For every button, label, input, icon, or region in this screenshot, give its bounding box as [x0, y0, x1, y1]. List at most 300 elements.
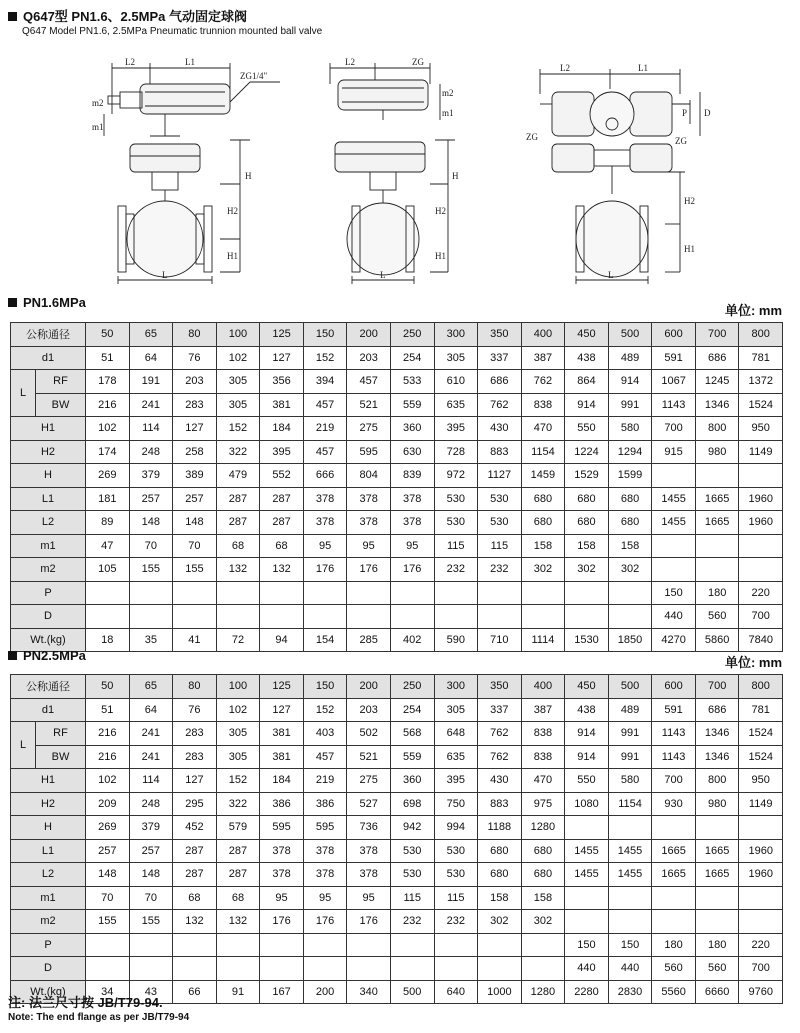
row-label: d1: [11, 698, 86, 722]
table-cell: 839: [390, 464, 434, 488]
dim-label-zg-left: ZG: [526, 132, 538, 142]
table-cell: [652, 886, 696, 910]
table-cell: 1280: [521, 980, 565, 1004]
table-row: [11, 440, 783, 464]
size-header-cell: 250: [390, 323, 434, 347]
table-cell: [347, 605, 391, 629]
table-cell: [173, 957, 217, 981]
table-cell: 181: [86, 487, 130, 511]
table-cell: 155: [86, 910, 130, 934]
dim-label-l1: L1: [638, 63, 648, 73]
table-cell: 269: [86, 816, 130, 840]
table-row: [11, 722, 783, 746]
table-row: [11, 957, 783, 981]
table-cell: 942: [390, 816, 434, 840]
table-cell: 150: [608, 933, 652, 957]
table-cell: [695, 534, 739, 558]
table-cell: 591: [652, 346, 696, 370]
row-label: H: [11, 464, 86, 488]
table-cell: 287: [216, 487, 260, 511]
size-header-cell: 300: [434, 323, 478, 347]
dim-label-zg: ZG1/4": [240, 71, 268, 81]
table-cell: 530: [478, 511, 522, 535]
table-cell: 991: [608, 393, 652, 417]
size-header-cell: 150: [303, 675, 347, 699]
table-cell: 254: [390, 698, 434, 722]
table-cell: 1960: [739, 511, 783, 535]
table-cell: [521, 581, 565, 605]
table-cell: [86, 581, 130, 605]
table-cell: 176: [347, 910, 391, 934]
dim-label-m1: m1: [92, 122, 104, 132]
table-cell: 102: [86, 417, 130, 441]
table-cell: 302: [565, 558, 609, 582]
table-cell: 378: [260, 863, 304, 887]
table-cell: 838: [521, 393, 565, 417]
table-cell: 1245: [695, 370, 739, 394]
table-cell: 686: [695, 346, 739, 370]
table-cell: 287: [216, 863, 260, 887]
table-row: [11, 910, 783, 934]
table-cell: 295: [173, 792, 217, 816]
table-cell: 1665: [695, 487, 739, 511]
size-header-cell: 700: [695, 675, 739, 699]
dim-label-l1: L1: [185, 57, 195, 67]
table-row: [11, 839, 783, 863]
table-cell: 68: [216, 886, 260, 910]
table-cell: 914: [565, 745, 609, 769]
table-row: [11, 534, 783, 558]
table-cell: 154: [303, 628, 347, 652]
table-cell: 500: [390, 980, 434, 1004]
table-cell: 283: [173, 745, 217, 769]
table-cell: [521, 933, 565, 957]
size-header-cell: 600: [652, 323, 696, 347]
table-cell: [303, 605, 347, 629]
table-cell: 1280: [521, 816, 565, 840]
table-cell: 322: [216, 440, 260, 464]
size-header-cell: 350: [478, 675, 522, 699]
table-cell: 502: [347, 722, 391, 746]
table-cell: 762: [521, 370, 565, 394]
table-cell: 378: [303, 863, 347, 887]
table-cell: 47: [86, 534, 130, 558]
group-label-l: L: [11, 370, 36, 417]
table-cell: [216, 957, 260, 981]
note-cn: 注: 法兰尺寸按 JB/T79-94.: [8, 995, 163, 1010]
table-cell: 148: [129, 511, 173, 535]
table-cell: [216, 933, 260, 957]
size-header-cell: 100: [216, 323, 260, 347]
table-cell: 248: [129, 792, 173, 816]
table-cell: 102: [216, 698, 260, 722]
table-cell: 6660: [695, 980, 739, 1004]
size-header-cell: 450: [565, 675, 609, 699]
table-cell: 800: [695, 769, 739, 793]
table-cell: 1149: [739, 792, 783, 816]
table-cell: 610: [434, 370, 478, 394]
table-cell: 1067: [652, 370, 696, 394]
table-cell: 176: [303, 910, 347, 934]
table-cell: 287: [216, 511, 260, 535]
table-cell: 150: [565, 933, 609, 957]
group-label-l: L: [11, 722, 36, 769]
table-cell: 1149: [739, 440, 783, 464]
table-cell: [695, 464, 739, 488]
table-cell: 220: [739, 581, 783, 605]
table-cell: 283: [173, 393, 217, 417]
row-label: L2: [11, 863, 86, 887]
table-cell: 530: [434, 839, 478, 863]
table-cell: [739, 534, 783, 558]
table-row: [11, 628, 783, 652]
table-cell: 2830: [608, 980, 652, 1004]
size-header-cell: 400: [521, 675, 565, 699]
row-label: P: [11, 581, 86, 605]
table-cell: 241: [129, 745, 173, 769]
table-cell: 489: [608, 346, 652, 370]
table-cell: 381: [260, 393, 304, 417]
table-cell: [260, 957, 304, 981]
table-cell: 1143: [652, 722, 696, 746]
size-header-cell: 80: [173, 323, 217, 347]
table-cell: 950: [739, 769, 783, 793]
table-cell: 76: [173, 346, 217, 370]
table-cell: 710: [478, 628, 522, 652]
row-label: H1: [11, 417, 86, 441]
size-header-cell: 125: [260, 323, 304, 347]
table-cell: 95: [303, 886, 347, 910]
table-cell: [565, 605, 609, 629]
table-cell: 127: [260, 698, 304, 722]
row-label: L1: [11, 839, 86, 863]
table-cell: [129, 957, 173, 981]
table-cell: 680: [478, 839, 522, 863]
row-label: D: [11, 957, 86, 981]
table-cell: 1459: [521, 464, 565, 488]
table-cell: 568: [390, 722, 434, 746]
table-cell: 1000: [478, 980, 522, 1004]
row-label: P: [11, 933, 86, 957]
table-cell: 1346: [695, 745, 739, 769]
table-cell: 7840: [739, 628, 783, 652]
table-cell: 975: [521, 792, 565, 816]
table-cell: 152: [303, 346, 347, 370]
table-cell: 114: [129, 769, 173, 793]
table-cell: 1960: [739, 863, 783, 887]
table-cell: 89: [86, 511, 130, 535]
table-cell: 64: [129, 346, 173, 370]
table-cell: 220: [739, 933, 783, 957]
table-cell: 680: [478, 863, 522, 887]
table-cell: 76: [173, 698, 217, 722]
table-cell: 219: [303, 417, 347, 441]
table-cell: 379: [129, 464, 173, 488]
spec-table-pn16: [10, 322, 783, 652]
table-cell: 203: [347, 346, 391, 370]
table-cell: 1524: [739, 745, 783, 769]
table-cell: [434, 957, 478, 981]
table-cell: [216, 581, 260, 605]
table-cell: [129, 605, 173, 629]
table-cell: 750: [434, 792, 478, 816]
table-cell: 176: [260, 910, 304, 934]
table-cell: 275: [347, 769, 391, 793]
table-cell: 378: [347, 839, 391, 863]
dim-label-h1: H1: [684, 244, 695, 254]
table-cell: 68: [260, 534, 304, 558]
table-cell: 915: [652, 440, 696, 464]
table-cell: 64: [129, 698, 173, 722]
table-cell: 1455: [608, 839, 652, 863]
table-cell: 176: [390, 558, 434, 582]
table-cell: 132: [216, 910, 260, 934]
table-cell: 148: [86, 863, 130, 887]
row-label: Wt.(kg): [11, 980, 86, 1004]
size-header-cell: 300: [434, 675, 478, 699]
dim-label-d: D: [704, 108, 711, 118]
table-cell: 1665: [652, 863, 696, 887]
valve-drawings: [90, 44, 730, 284]
table-cell: [565, 816, 609, 840]
table-cell: [608, 605, 652, 629]
table-cell: [739, 558, 783, 582]
table-cell: [260, 933, 304, 957]
table-cell: 305: [216, 745, 260, 769]
table-cell: [86, 933, 130, 957]
table-cell: 635: [434, 745, 478, 769]
table-cell: 305: [216, 370, 260, 394]
table-cell: 184: [260, 769, 304, 793]
table-cell: 70: [86, 886, 130, 910]
table-cell: 378: [260, 839, 304, 863]
table-cell: 883: [478, 440, 522, 464]
dim-label-h2: H2: [684, 196, 695, 206]
table-cell: 158: [521, 886, 565, 910]
table-cell: [303, 957, 347, 981]
table-cell: 686: [695, 698, 739, 722]
unit-label: 单位: mm: [724, 303, 782, 318]
size-header-cell: 450: [565, 323, 609, 347]
table-cell: 248: [129, 440, 173, 464]
dim-label-m2: m2: [92, 98, 104, 108]
row-label: H2: [11, 440, 86, 464]
table-cell: 180: [695, 933, 739, 957]
size-header-cell: 700: [695, 323, 739, 347]
table-cell: 150: [652, 581, 696, 605]
table-cell: 381: [260, 722, 304, 746]
table-cell: [129, 933, 173, 957]
table-cell: 287: [260, 487, 304, 511]
table-cell: 700: [652, 417, 696, 441]
table-cell: [129, 581, 173, 605]
table-cell: 114: [129, 417, 173, 441]
row-label: H1: [11, 769, 86, 793]
section-title-pn25: PN2.5MPa: [8, 648, 86, 663]
table-cell: 680: [521, 839, 565, 863]
table-cell: 440: [565, 957, 609, 981]
row-label: m2: [11, 558, 86, 582]
table-row: [11, 464, 783, 488]
table-cell: 305: [434, 346, 478, 370]
table-cell: 550: [565, 417, 609, 441]
size-header-cell: 350: [478, 323, 522, 347]
header-label: 公称通径: [11, 675, 86, 699]
table-cell: 559: [390, 745, 434, 769]
table-row: [11, 863, 783, 887]
table-cell: 452: [173, 816, 217, 840]
size-header-cell: 200: [347, 675, 391, 699]
table-cell: 1455: [652, 511, 696, 535]
table-cell: 800: [695, 417, 739, 441]
table-cell: 438: [565, 698, 609, 722]
size-header-cell: 65: [129, 675, 173, 699]
table-cell: 115: [390, 886, 434, 910]
table-cell: 158: [608, 534, 652, 558]
table-cell: 700: [739, 605, 783, 629]
table-cell: 530: [390, 863, 434, 887]
table-cell: 700: [652, 769, 696, 793]
table-cell: 838: [521, 722, 565, 746]
table-cell: 560: [695, 957, 739, 981]
table-cell: 394: [303, 370, 347, 394]
table-cell: [695, 910, 739, 934]
table-cell: 700: [739, 957, 783, 981]
table-cell: [478, 957, 522, 981]
table-cell: 152: [216, 769, 260, 793]
note-en: Note: The end flange as per JB/T79-94: [8, 1012, 190, 1023]
dim-label-h: H: [452, 171, 459, 181]
table-cell: 70: [129, 534, 173, 558]
table-cell: 781: [739, 346, 783, 370]
size-header-cell: 800: [739, 675, 783, 699]
table-cell: 386: [303, 792, 347, 816]
table-cell: 41: [173, 628, 217, 652]
table-cell: 158: [478, 886, 522, 910]
table-cell: 155: [129, 910, 173, 934]
dim-label-m1: m1: [442, 108, 454, 118]
table-cell: 155: [129, 558, 173, 582]
table-cell: 305: [434, 698, 478, 722]
table-row: [11, 816, 783, 840]
size-header-cell: 800: [739, 323, 783, 347]
table-cell: 132: [260, 558, 304, 582]
table-cell: 95: [390, 534, 434, 558]
table-cell: 1154: [521, 440, 565, 464]
table-cell: 680: [565, 487, 609, 511]
table-row: [11, 886, 783, 910]
table-cell: 68: [173, 886, 217, 910]
table-header-row: [11, 675, 783, 699]
table-cell: 530: [434, 511, 478, 535]
table-cell: 287: [173, 863, 217, 887]
table-cell: 804: [347, 464, 391, 488]
table-cell: 1346: [695, 393, 739, 417]
table-cell: 1665: [695, 839, 739, 863]
table-cell: 167: [260, 980, 304, 1004]
table-cell: 51: [86, 346, 130, 370]
table-cell: 216: [86, 745, 130, 769]
bullet-square-icon: [8, 298, 17, 307]
table-cell: 736: [347, 816, 391, 840]
table-cell: 559: [390, 393, 434, 417]
table-cell: [173, 605, 217, 629]
table-cell: 1524: [739, 722, 783, 746]
table-cell: [652, 534, 696, 558]
table-cell: 287: [216, 839, 260, 863]
dim-label-l: L: [162, 270, 168, 280]
table-cell: [303, 933, 347, 957]
table-cell: 762: [478, 393, 522, 417]
table-cell: [173, 933, 217, 957]
table-cell: 1294: [608, 440, 652, 464]
table-cell: 305: [216, 722, 260, 746]
table-cell: 158: [565, 534, 609, 558]
table-cell: 94: [260, 628, 304, 652]
table-cell: 70: [173, 534, 217, 558]
table-cell: 457: [303, 745, 347, 769]
table-cell: [608, 816, 652, 840]
table-cell: [565, 910, 609, 934]
table-cell: 1188: [478, 816, 522, 840]
table-cell: 430: [478, 769, 522, 793]
table-cell: 180: [695, 581, 739, 605]
dim-label-l: L: [608, 270, 614, 280]
table-cell: 176: [347, 558, 391, 582]
table-cell: 389: [173, 464, 217, 488]
table-cell: 527: [347, 792, 391, 816]
table-cell: 378: [303, 839, 347, 863]
table-row: [11, 745, 783, 769]
table-cell: 530: [434, 863, 478, 887]
table-cell: 34: [86, 980, 130, 1004]
table-cell: 395: [260, 440, 304, 464]
table-cell: [434, 605, 478, 629]
table-cell: 148: [129, 863, 173, 887]
table-cell: 680: [608, 511, 652, 535]
row-label: L1: [11, 487, 86, 511]
table-cell: 387: [521, 346, 565, 370]
table-cell: 781: [739, 698, 783, 722]
row-label: L2: [11, 511, 86, 535]
table-cell: 440: [608, 957, 652, 981]
table-cell: [652, 558, 696, 582]
table-cell: [86, 605, 130, 629]
dim-label-l2: L2: [560, 63, 570, 73]
table-cell: 191: [129, 370, 173, 394]
table-cell: 232: [434, 558, 478, 582]
table-cell: 403: [303, 722, 347, 746]
table-cell: [390, 605, 434, 629]
table-cell: 158: [521, 534, 565, 558]
table-cell: 1143: [652, 745, 696, 769]
table-cell: [390, 581, 434, 605]
dim-label-h1: H1: [435, 251, 446, 261]
table-cell: 232: [390, 910, 434, 934]
table-cell: 470: [521, 417, 565, 441]
table-cell: 457: [303, 440, 347, 464]
table-cell: 991: [608, 745, 652, 769]
table-cell: 914: [565, 393, 609, 417]
size-header-cell: 400: [521, 323, 565, 347]
table-cell: 322: [216, 792, 260, 816]
table-cell: 457: [347, 370, 391, 394]
table-cell: [739, 816, 783, 840]
table-cell: [739, 910, 783, 934]
size-header-cell: 500: [608, 323, 652, 347]
table-cell: 356: [260, 370, 304, 394]
table-cell: 232: [478, 558, 522, 582]
